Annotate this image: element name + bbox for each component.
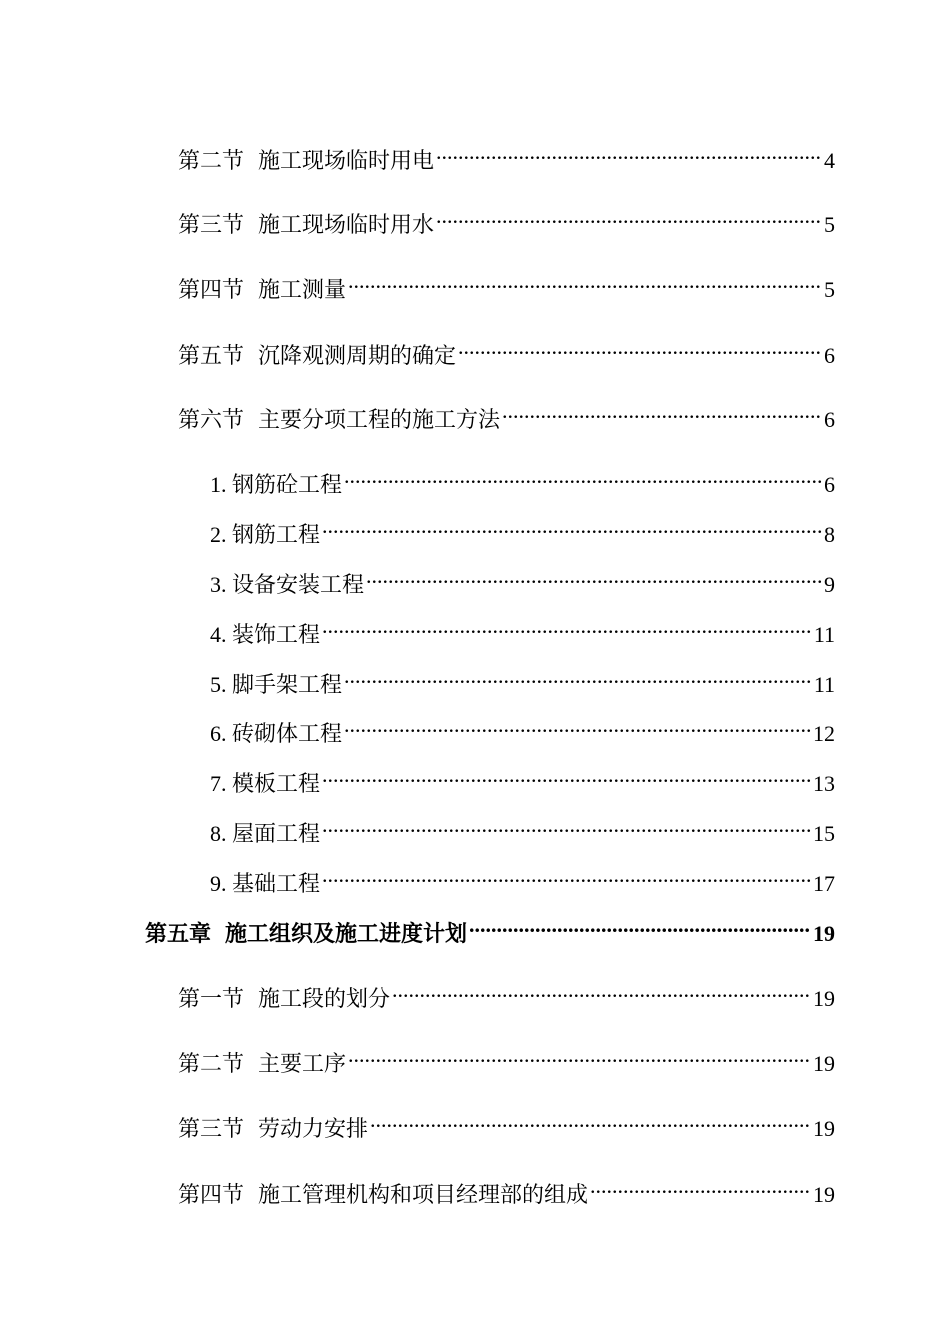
toc-entry-page: 13	[813, 771, 835, 796]
toc-entry-number: 3.	[210, 572, 227, 597]
toc-entry-page: 19	[813, 986, 835, 1011]
toc-entry-page: 5	[824, 212, 835, 237]
toc-entry-title: 主要工序	[258, 1052, 347, 1077]
toc-entry-page: 6	[824, 407, 835, 432]
toc-entry-number: 第五节	[178, 344, 245, 369]
toc-entry-page: 19	[813, 1182, 835, 1207]
toc-entry-title: 基础工程	[232, 871, 321, 896]
dot-leader	[458, 331, 822, 363]
toc-entry-item[interactable]	[210, 809, 835, 846]
dot-leader	[322, 859, 811, 891]
toc-entry-title: 施工段的划分	[258, 987, 391, 1012]
toc-entry-item[interactable]	[210, 560, 835, 597]
toc-entry-number: 第五章	[145, 922, 212, 947]
toc-entry-item[interactable]	[210, 510, 835, 547]
toc-entry-title: 沉降观测周期的确定	[258, 344, 457, 369]
toc-entry-number: 8.	[210, 821, 227, 846]
toc-entry-title: 屋面工程	[232, 821, 321, 846]
toc-entry-title: 施工测量	[258, 278, 347, 303]
toc-entry-section[interactable]	[178, 136, 835, 174]
toc-entry-item[interactable]	[210, 759, 835, 796]
toc-entry-page: 17	[813, 871, 835, 896]
dot-leader	[344, 709, 811, 741]
dot-leader	[502, 395, 822, 427]
dot-leader	[392, 974, 811, 1006]
dot-leader	[436, 200, 822, 232]
toc-entry-title: 主要分项工程的施工方法	[258, 408, 501, 433]
toc-entry-number: 5.	[210, 672, 227, 697]
dot-leader	[348, 1039, 811, 1071]
dot-leader	[366, 560, 822, 592]
dot-leader	[370, 1104, 811, 1136]
toc-entry-page: 11	[813, 672, 835, 697]
toc-entry-number: 第四节	[178, 278, 245, 303]
toc-entry-section[interactable]	[178, 974, 835, 1012]
toc-entry-title: 施工管理机构和项目经理部的组成	[258, 1183, 589, 1208]
toc-entry-item[interactable]	[210, 460, 835, 497]
dot-leader	[436, 136, 822, 168]
toc-entry-number: 7.	[210, 771, 227, 796]
toc-entry-page: 19	[813, 1116, 835, 1141]
dot-leader	[469, 909, 811, 941]
toc-entry-number: 第一节	[178, 987, 245, 1012]
toc-entry-number: 2.	[210, 522, 227, 547]
dot-leader	[344, 460, 822, 492]
toc-entry-title: 劳动力安排	[258, 1117, 369, 1142]
toc-entry-number: 1.	[210, 472, 227, 497]
toc-entry-section[interactable]	[178, 200, 835, 238]
dot-leader	[344, 660, 812, 692]
toc-entry-item[interactable]	[210, 859, 835, 896]
toc-entry-number: 第六节	[178, 408, 245, 433]
toc-entry-title: 钢筋砼工程	[232, 472, 343, 497]
toc-entry-section[interactable]	[178, 395, 835, 433]
toc-entry-title: 脚手架工程	[232, 672, 343, 697]
toc-entry-title: 模板工程	[232, 771, 321, 796]
toc-entry-section[interactable]	[178, 1170, 835, 1208]
dot-leader	[322, 510, 822, 542]
toc-entry-page: 4	[824, 148, 835, 173]
toc-entry-page: 11	[813, 622, 835, 647]
toc-entry-number: 9.	[210, 871, 227, 896]
dot-leader	[322, 809, 811, 841]
toc-entry-title: 设备安装工程	[232, 572, 365, 597]
toc-entry-title: 装饰工程	[232, 622, 321, 647]
toc-entry-section[interactable]	[178, 1104, 835, 1142]
toc-entry-title: 砖砌体工程	[232, 721, 343, 746]
toc-entry-number: 第三节	[178, 1117, 245, 1142]
toc-entry-page: 12	[813, 721, 835, 746]
toc-entry-title: 施工组织及施工进度计划	[225, 922, 468, 947]
toc-entry-page: 19	[813, 921, 835, 946]
toc-entry-number: 4.	[210, 622, 227, 647]
toc-entry-page: 6	[824, 343, 835, 368]
toc-entry-number: 第二节	[178, 1052, 245, 1077]
dot-leader	[322, 610, 812, 642]
toc-entry-title: 钢筋工程	[232, 522, 321, 547]
toc-entry-chapter[interactable]	[145, 909, 835, 947]
toc-entry-number: 第三节	[178, 213, 245, 238]
toc-entry-title: 施工现场临时用电	[258, 149, 435, 174]
dot-leader	[590, 1170, 811, 1202]
toc-entry-section[interactable]	[178, 331, 835, 369]
dot-leader	[348, 265, 822, 297]
toc-entry-page: 9	[824, 572, 835, 597]
toc-entry-page: 19	[813, 1051, 835, 1076]
toc-entry-item[interactable]	[210, 660, 835, 697]
dot-leader	[322, 759, 811, 791]
toc-entry-number: 6.	[210, 721, 227, 746]
toc-entry-section[interactable]	[178, 265, 835, 303]
toc-entry-section[interactable]	[178, 1039, 835, 1077]
toc-entry-page: 8	[824, 522, 835, 547]
toc-entry-number: 第四节	[178, 1183, 245, 1208]
toc-entry-number: 第二节	[178, 149, 245, 174]
toc-entry-item[interactable]	[210, 709, 835, 746]
toc-entry-page: 6	[824, 472, 835, 497]
toc-entry-title: 施工现场临时用水	[258, 213, 435, 238]
toc-entry-page: 5	[824, 277, 835, 302]
toc-entry-item[interactable]	[210, 610, 835, 647]
toc-entry-page: 15	[813, 821, 835, 846]
